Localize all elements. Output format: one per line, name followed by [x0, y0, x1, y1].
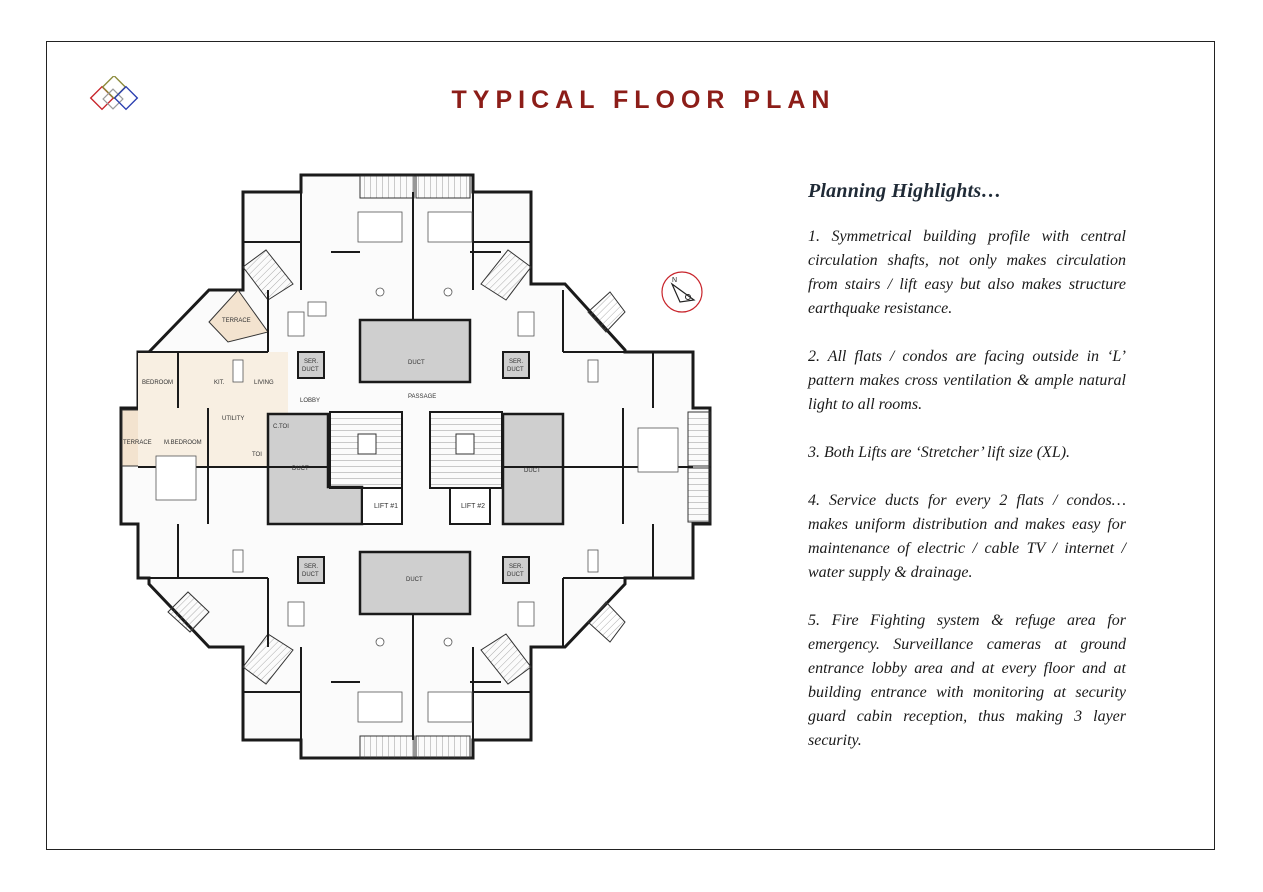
ser-duct-2 [503, 352, 529, 378]
label-duct-top: DUCT [408, 360, 425, 366]
north-compass-icon [660, 270, 704, 314]
label-lift-2: LIFT #2 [461, 503, 485, 510]
ser-duct-3 [298, 557, 324, 583]
duct-top [360, 320, 470, 382]
label-duct-left: DUCT [292, 466, 309, 472]
planning-highlights [808, 180, 1126, 777]
highlight-point-2: 2. All flats / condos are facing outside in ‘L’ pattern makes cross ventilation & ample natural light to all rooms. [808, 348, 1126, 413]
label-terrace-left: TERRACE [123, 440, 152, 446]
label-utility: UTILITY [222, 416, 245, 422]
label-ser-duct-3b: DUCT [302, 572, 319, 578]
duct-bottom [360, 552, 470, 614]
highlight-point-1: 1. Symmetrical building profile with central circulation shafts, not only makes circulation from stairs / lift easy but also makes structure earthquake resistance. [808, 228, 1126, 317]
page-title: TYPICAL FLOOR PLAN [451, 86, 836, 114]
label-bedroom: BEDROOM [142, 380, 174, 386]
label-terrace-top: TERRACE [222, 318, 251, 324]
label-lobby: LOBBY [300, 398, 321, 404]
label-lift-1: LIFT #1 [374, 503, 398, 510]
floor-plan [118, 172, 714, 762]
label-living: LIVING [254, 380, 274, 386]
highlighted-unit [138, 352, 288, 467]
label-m-bedroom: M.BEDROOM [164, 440, 202, 446]
label-ser-duct-4b: DUCT [507, 572, 524, 578]
svg-text:N: N [672, 277, 678, 284]
label-passage: PASSAGE [408, 394, 437, 400]
label-ser-duct-2b: DUCT [507, 367, 524, 373]
label-kit: KIT. [214, 380, 225, 386]
label-ser-duct-2: SER. [509, 359, 524, 365]
highlight-point-5: 5. Fire Fighting system & refuge area for emergency. Surveillance cameras at ground entrance lobby area and at every floor and at building entrance with monitoring at security guard cabin reception, thus making 3 layer security. [808, 612, 1126, 749]
label-ser-duct-4: SER. [509, 564, 524, 570]
label-ser-duct-3: SER. [304, 564, 319, 570]
highlights-heading: Planning Highlights… [808, 180, 1002, 202]
ser-duct-1 [298, 352, 324, 378]
highlight-point-3: 3. Both Lifts are ‘Stretcher’ lift size (XL). [808, 444, 1071, 461]
highlight-point-4: 4. Service ducts for every 2 flats / condos… makes uniform distribution and makes easy for maintenance of electric / cable TV / internet / water supply & drainage. [808, 492, 1126, 581]
label-duct-right: DUCT [524, 468, 541, 474]
label-c-tol: C.TOI [273, 424, 289, 430]
label-ser-duct-1: SER. [304, 359, 319, 365]
label-ser-duct-1b: DUCT [302, 367, 319, 373]
ser-duct-4 [503, 557, 529, 583]
label-tol: TOI [252, 452, 262, 458]
label-duct-bottom: DUCT [406, 577, 423, 583]
